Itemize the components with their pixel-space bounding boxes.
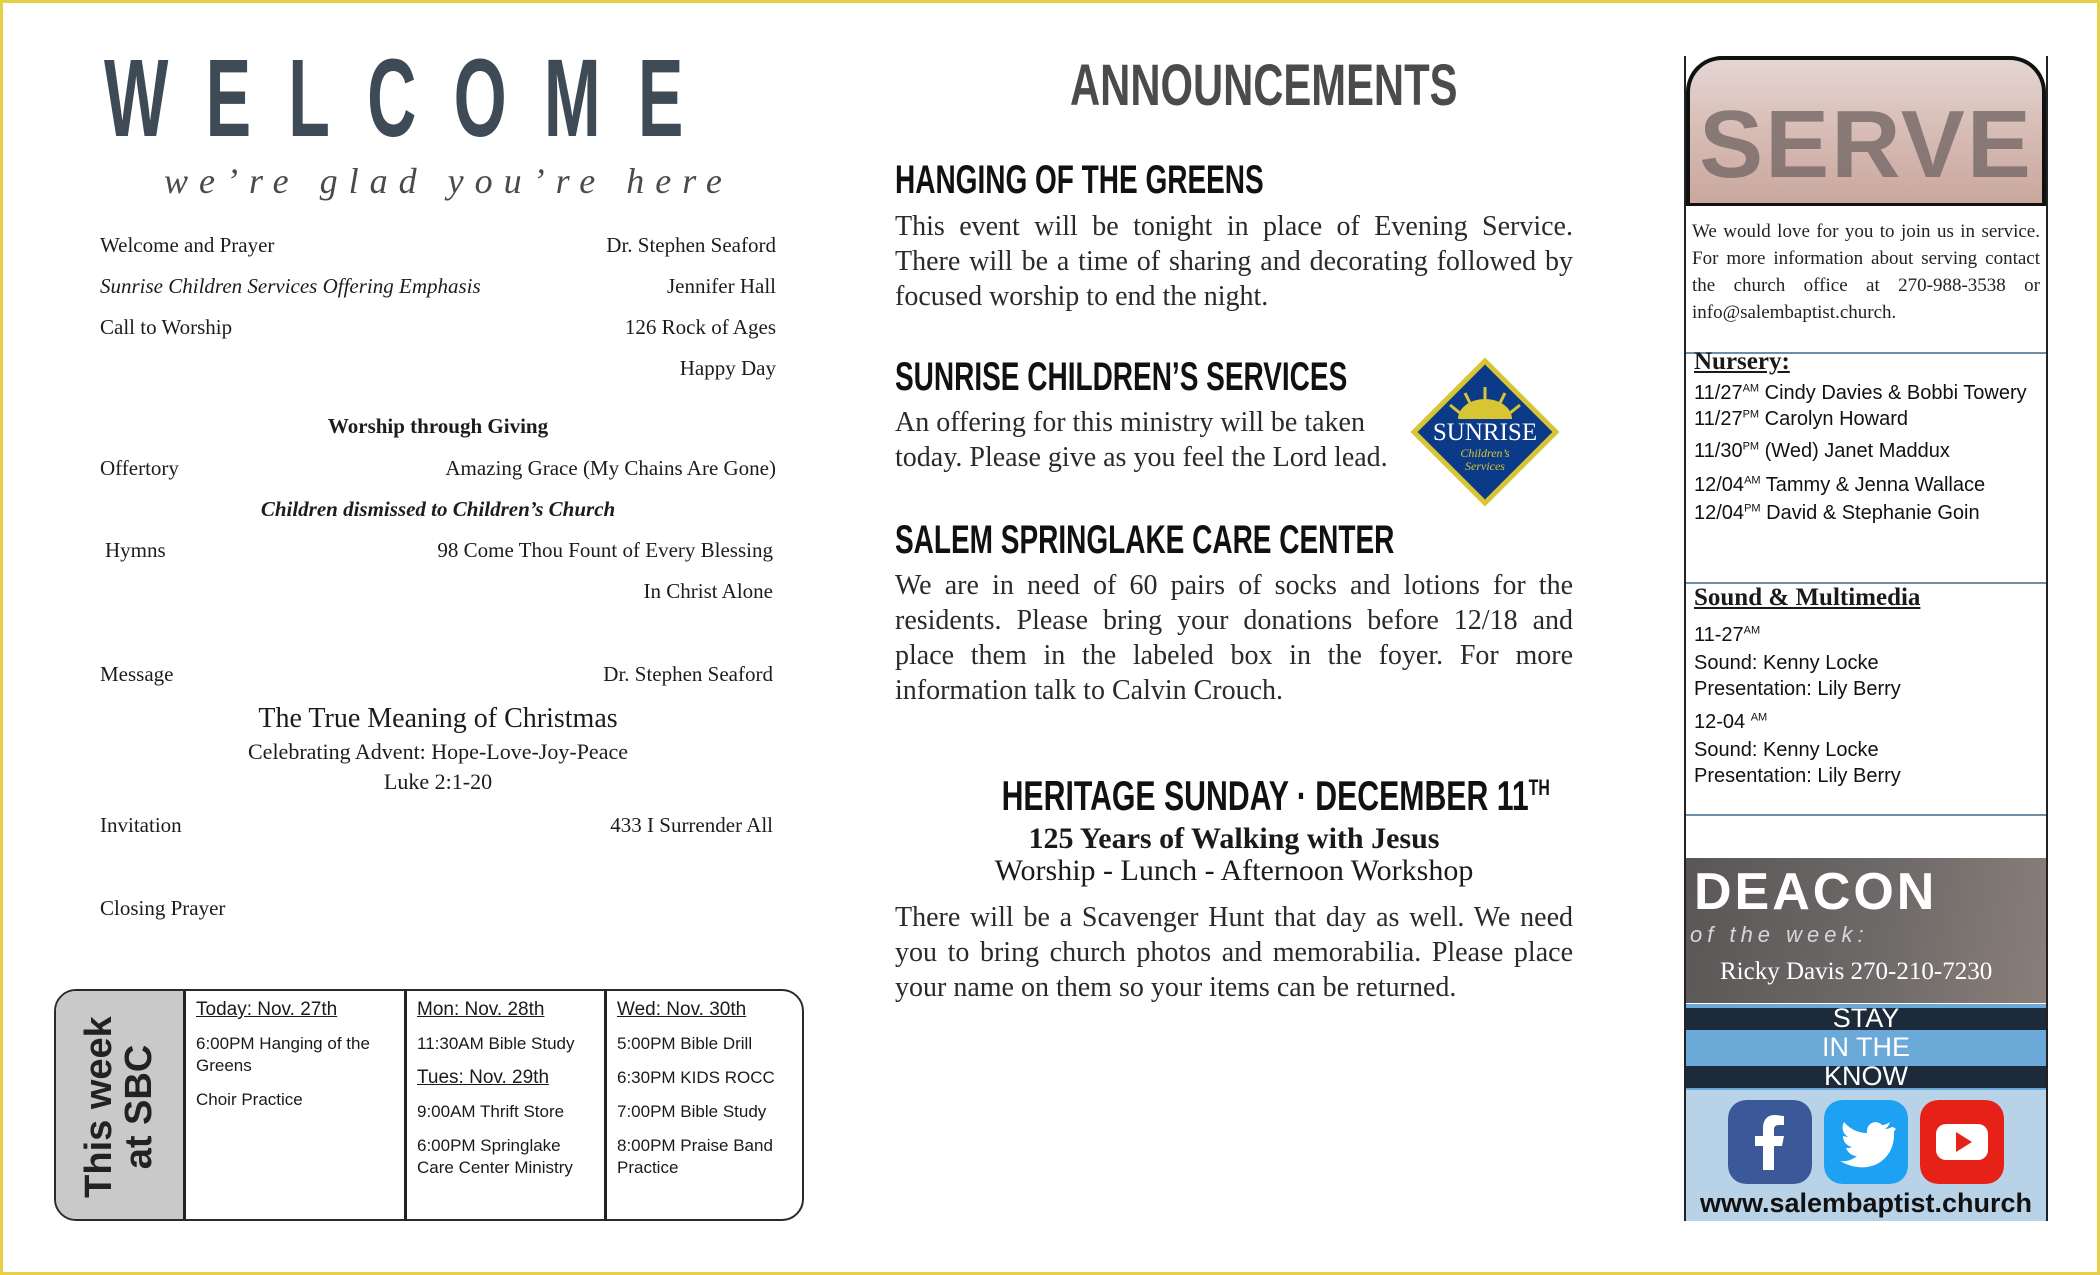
this-week-box	[54, 989, 804, 1221]
message-title: The True Meaning of Christmas	[258, 703, 618, 734]
welcome-subtitle: we’re glad you’re here	[164, 161, 733, 201]
mon-tue-column	[404, 991, 604, 1219]
know-line: KNOW	[1824, 1061, 1908, 1090]
nursery-item	[1694, 440, 1950, 463]
sunrise-logo-tagline: Services	[1465, 459, 1505, 473]
nursery-heading: Nursery:	[1694, 348, 1790, 375]
announcement-heading: SALEM SPRINGLAKE CARE CENTER	[895, 518, 1395, 562]
this-week-label-line: This week	[78, 1016, 121, 1198]
order-item: Call to Worship	[100, 315, 233, 339]
this-week-tab	[56, 991, 186, 1219]
event-item: 11:30AM Bible Study	[417, 1034, 575, 1053]
serve-banner	[1686, 56, 2046, 206]
deacon-name: Ricky Davis 270-210-7230	[1720, 958, 1993, 985]
order-leader: In Christ Alone	[643, 579, 773, 603]
order-leader: Happy Day	[679, 356, 776, 380]
event-item: 6:00PM Hanging of the Greens	[196, 1034, 370, 1076]
order-row	[100, 317, 776, 338]
order-leader: Jennifer Hall	[666, 274, 776, 298]
nursery-item	[1694, 408, 1908, 431]
youtube-icon[interactable]	[1920, 1100, 2004, 1184]
invitation-row	[100, 815, 776, 836]
day-heading: Wed: Nov. 30th	[617, 999, 747, 1020]
nursery-time: PM	[1744, 502, 1761, 515]
nursery-names: Tammy & Jenna Wallace	[1765, 474, 1986, 496]
sound-time: AM	[1743, 624, 1761, 637]
sound-person: Sound: Kenny Locke	[1694, 652, 1879, 674]
order-row	[100, 235, 776, 256]
today-column	[186, 991, 404, 1219]
nursery-time: PM	[1742, 440, 1760, 453]
event-item: 5:00PM Bible Drill	[617, 1034, 753, 1053]
facebook-icon[interactable]	[1728, 1100, 1812, 1184]
order-leader: Dr. Stephen Seaford	[603, 662, 773, 686]
order-item: Sunrise Children Services Offering Emphasis	[100, 274, 481, 298]
order-item: Message	[100, 662, 174, 686]
announcement-heading: HANGING OF THE GREENS	[895, 158, 1264, 202]
nursery-date: 12/04	[1694, 502, 1745, 524]
twitter-icon[interactable]	[1824, 1100, 1908, 1184]
know-line: STAY	[1832, 1004, 1900, 1033]
sunrise-logo-name: SUNRISE	[1432, 419, 1538, 446]
sound-heading: Sound & Multimedia	[1694, 584, 1921, 611]
announcement-heading: SUNRISE CHILDREN’S SERVICES	[895, 355, 1348, 399]
wed-column	[604, 991, 802, 1219]
order-row	[100, 358, 776, 379]
nursery-date: 12/04	[1694, 474, 1745, 496]
closing-prayer: Closing Prayer	[100, 896, 226, 920]
event-item: 6:30PM KIDS ROCC	[617, 1068, 775, 1088]
serve-column	[1684, 56, 2048, 1221]
deacon-title: DEACON	[1694, 863, 1938, 921]
message-scripture: Luke 2:1-20	[383, 769, 493, 794]
order-leader: 433 I Surrender All	[610, 813, 773, 837]
event-item: 7:00PM Bible Study	[617, 1102, 767, 1122]
nursery-date: 11/30	[1694, 440, 1743, 462]
know-line: IN THE	[1821, 1032, 1910, 1062]
order-row	[100, 276, 776, 297]
welcome-title: WELCOME	[104, 37, 721, 160]
social-section	[1686, 1090, 2046, 1221]
announcements-title: ANNOUNCEMENTS	[1070, 53, 1458, 118]
deacon-banner	[1686, 858, 2046, 1003]
event-item: 8:00PM Praise Band Practice	[617, 1136, 773, 1178]
sound-person: Sound: Kenny Locke	[1694, 739, 1879, 761]
nursery-item	[1694, 382, 2027, 405]
message-row	[100, 664, 776, 685]
hymns-row	[100, 540, 776, 561]
nursery-time: PM	[1742, 408, 1760, 421]
order-leader: Dr. Stephen Seaford	[606, 233, 776, 257]
heritage-body: There will be a Scavenger Hunt that day as well. We need you to bring church photos and memorabilia. Please place your name on them so your items can be returned.	[895, 902, 1573, 1003]
sound-date-text: 12-04	[1694, 711, 1746, 733]
sunrise-logo-tagline: Children’s	[1460, 446, 1510, 460]
event-item: 6:00PM Springlake Care Center Ministry	[417, 1136, 573, 1178]
offertory-row	[100, 458, 776, 479]
nursery-item	[1694, 502, 1980, 525]
announcement-body: This event will be tonight in place of Evening Service. There will be a time of sharing and decorating followed by focused worship to end the night.	[895, 211, 1573, 312]
announcement-body: An offering for this ministry will be taken today. Please give as you feel the Lord lead.	[895, 407, 1388, 473]
presentation-person: Presentation: Lily Berry	[1694, 765, 1901, 787]
nursery-date: 11/27	[1694, 408, 1743, 430]
sound-date-text: 11-27	[1694, 624, 1744, 646]
event-item: 9:00AM Thrift Store	[417, 1102, 565, 1122]
heritage-subtitle: 125 Years of Walking with Jesus	[1028, 822, 1440, 855]
announcement-body: We are in need of 60 pairs of socks and lotions for the residents. Please bring your donations before 12/18 and place them in the labeled box in the foyer. For more information talk to Calvin Crouch.	[895, 570, 1573, 706]
presentation-person: Presentation: Lily Berry	[1694, 678, 1901, 700]
message-subtitle: Celebrating Advent: Hope-Love-Joy-Peace	[248, 739, 628, 764]
heritage-schedule: Worship - Lunch - Afternoon Workshop	[994, 854, 1474, 887]
sound-date	[1694, 624, 1760, 647]
order-leader: Amazing Grace (My Chains Are Gone)	[445, 456, 776, 480]
nursery-names: Cindy Davies & Bobbi Towery	[1764, 382, 2027, 404]
nursery-date: 11/27	[1694, 382, 1743, 404]
order-item: Hymns	[105, 538, 166, 562]
nursery-names: David & Stephanie Goin	[1766, 502, 1980, 524]
day-heading: Today: Nov. 27th	[196, 999, 338, 1020]
day-heading: Tues: Nov. 29th	[417, 1067, 550, 1089]
nursery-names: (Wed) Janet Maddux	[1764, 440, 1950, 462]
deacon-subtitle: of the week:	[1690, 922, 1869, 947]
serve-intro: We would love for you to join us in service. For more information about serving contact the church office at 270-988-3538 or info@salembaptist.church.	[1692, 221, 2040, 323]
nursery-time: AM	[1744, 474, 1761, 487]
sound-date	[1694, 711, 1767, 734]
heritage-heading	[895, 772, 1573, 820]
sound-time: AM	[1750, 711, 1768, 724]
nursery-time: AM	[1742, 382, 1760, 395]
stay-in-the-know-banner	[1686, 1004, 2046, 1090]
heritage-heading-text: HERITAGE SUNDAY · DECEMBER 11	[1001, 772, 1529, 819]
heritage-heading-sup: TH	[1528, 775, 1550, 800]
nursery-item	[1694, 474, 1985, 497]
this-week-label	[80, 1016, 160, 1198]
order-item: Offertory	[100, 456, 179, 480]
order-item: Invitation	[100, 813, 182, 837]
day-heading: Mon: Nov. 28th	[417, 999, 545, 1020]
serve-banner-title: SERVE	[1699, 91, 2033, 198]
event-item: Choir Practice	[196, 1090, 303, 1110]
order-item: Welcome and Prayer	[100, 233, 275, 257]
children-dismissed: Children dismissed to Children’s Church	[260, 497, 616, 521]
order-leader: 126 Rock of Ages	[624, 315, 776, 339]
website-link[interactable]: www.salembaptist.church	[1699, 1188, 2033, 1218]
order-leader: 98 Come Thou Fount of Every Blessing	[437, 538, 773, 562]
giving-heading: Worship through Giving	[327, 414, 549, 438]
sunrise-logo	[1410, 357, 1560, 507]
nursery-names: Carolyn Howard	[1764, 408, 1909, 430]
this-week-label-line: at SBC	[118, 1044, 160, 1170]
hymn-second	[100, 581, 776, 602]
divider	[1686, 814, 2046, 816]
